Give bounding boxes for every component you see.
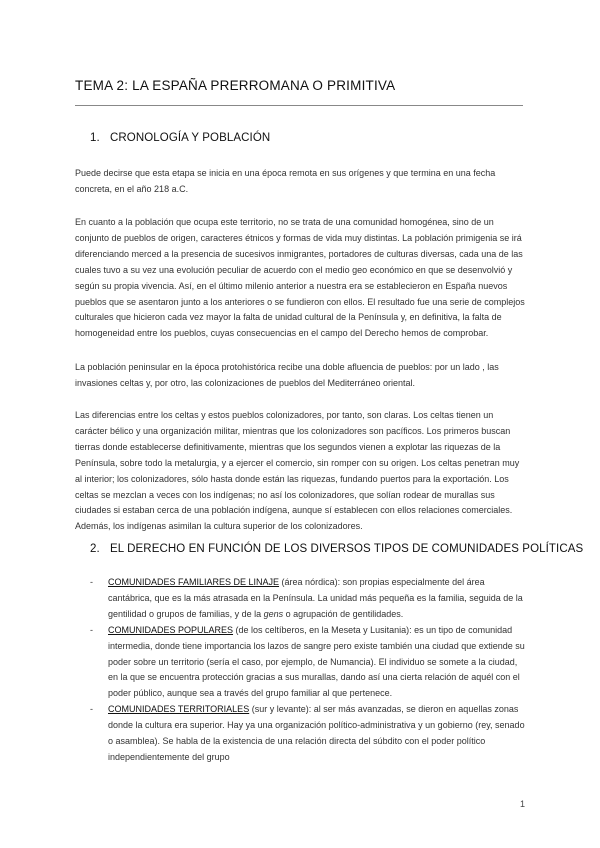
list-item-text: (de los celtíberos, en la Meseta y Lusitania): es un tipo de comunidad intermedia, donde tiene importancia los lazos de sangre pero existe también una ciudad que extiende su poder sobre un territorio (sería el caso, por ejemplo, de Numancia). El individuo se somete a la ciudad, en la que se encuentra protección gracias a sus murallas, dando así una cierta relación de aquél con el poder público, aunque sea a través del grupo familiar al que pertenece. xyxy=(108,624,525,699)
list-item-term: COMUNIDADES POPULARES xyxy=(108,624,234,635)
paragraph: Las diferencias entre los celtas y estos pueblos colonizadores, por tanto, son claras. Los celtas tienen un carácter bélico y una organización militar, mientras que los colonizadores son pacíficos. Los primeros buscan tierras donde establecerse definitivamente, mientras que los segundos vienen a explotar las riquezas de la Península, sobre todo la metalurgia, y a ejercer el comercio, sin romper con su origen. Los celtas penetran muy al interior; los colonizadores, sólo hasta donde están las riquezas, fundando puertos para la exportación. Los celtas se mezclan a veces con los indígenas; no así los colonizadores, que solían rodear de murallas sus ciudades si estaban cerca de una población indígena, aunque sí establecen con ellos relaciones comerciales. Además, los indígenas asimilan la cultura superior de los colonizadores. xyxy=(75,410,520,532)
section-2-heading xyxy=(90,543,583,555)
list-item-text: (sur y levante): al ser más avanzadas, se dieron en aquellas zonas donde la cultura era superior. Hay ya una organización político-administrativa y un gobierno (rey, senado o asamblea). Se habla de la existencia de una relación directa del súbdito con el poder político independientemente del grupo xyxy=(108,704,525,762)
list-item xyxy=(90,575,525,623)
section-2-number: 2. xyxy=(90,543,100,555)
list-item xyxy=(90,702,525,766)
list-dash: - xyxy=(90,577,93,587)
title-divider xyxy=(75,105,523,106)
document-title: TEMA 2: LA ESPAÑA PRERROMANA O PRIMITIVA xyxy=(75,78,396,93)
list-item-italic: gens xyxy=(263,608,284,619)
section-1-title: CRONOLOGÍA Y POBLACIÓN xyxy=(110,132,271,144)
list-item-term: COMUNIDADES TERRITORIALES xyxy=(108,704,250,715)
paragraph: Puede decirse que esta etapa se inicia en una época remota en sus orígenes y que termina en una fecha concreta, en el año 218 a.C. xyxy=(75,168,496,194)
list-dash: - xyxy=(90,704,93,715)
page-number: 1 xyxy=(520,799,526,809)
community-types-list xyxy=(90,575,525,766)
paragraph: La población peninsular en la época protohistórica recibe una doble afluencia de pueblos: por un lado , las invasiones celtas y, por otro, las colonizaciones de pueblos del Mediterráneo oriental. xyxy=(75,362,499,388)
list-item-term: COMUNIDADES FAMILIARES DE LINAJE xyxy=(108,577,280,587)
list-item-text: o agrupación de gentilidades. xyxy=(283,608,404,619)
list-dash: - xyxy=(90,624,93,635)
list-item xyxy=(90,623,525,703)
section-2-title: EL DERECHO EN FUNCIÓN DE LOS DIVERSOS TIPOS DE COMUNIDADES POLÍTICAS xyxy=(110,543,584,555)
section-1-number: 1. xyxy=(90,132,100,144)
list-item-text: (área nórdica): son propias especialmente del área cantábrica, que es la más atrasada en la Península. La unidad más pequeña es la familia, seguida de la gentilidad o grupos de familias, y de la xyxy=(108,577,523,619)
section-1-heading xyxy=(90,132,270,144)
paragraph: En cuanto a la población que ocupa este territorio, no se trata de una comunidad homogénea, sino de un conjunto de pueblos de origen, caracteres étnicos y formas de vida muy distintas. La población primigenia se irá diferenciando merced a la presencia de sucesivos inmigrantes, portadores de culturas diversas, cada una de las cuales tuvo a su vez una evolución peculiar de acuerdo con el medio geo económico en que se desenvolvió y según su propia vivencia. Así, en el último milenio anterior a nuestra era se establecieron en España nuevos pueblos que se asentaron junto a los anteriores o se fundieron con ellos. El resultado fue una serie de complejos culturales que hicieron cada vez mayor la falta de unidad cultural de la Península y, en definitiva, la falta de homogeneidad entre los pueblos, cuyas consecuencias en el campo del Derecho hemos de comprobar. xyxy=(75,217,525,339)
